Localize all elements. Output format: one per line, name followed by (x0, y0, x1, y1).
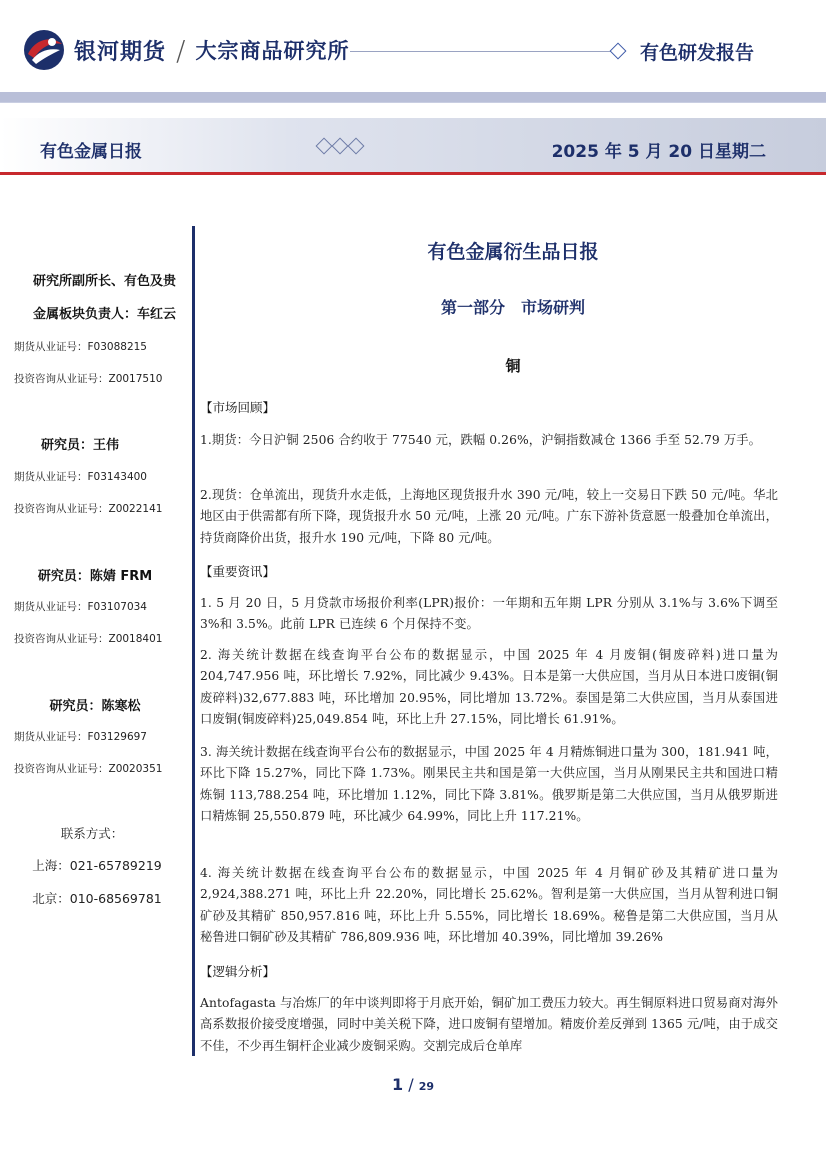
contact-beijing: 北京：010-68569781 (32, 891, 162, 906)
review-spot: 2.现货：仓单流出，现货升水走低，上海地区现货报升水 390 元/吨，较上一交易日下跌 50 元/吨。华北地区由于供需都有所下降，现货报升水 50 元/吨，上涨 20 元/吨。广东下游补货意愿一般叠加仓单流出，持货商降价出货，报升水 190 元/吨，下降 80 元/吨。 (200, 488, 778, 545)
news-item-1: 1. 5 月 20 日，5 月贷款市场报价利率(LPR)报价：一年期和五年期 LPR 分别从 3.1%与 3.6%下调至 3%和 3.5%。此前 LPR 已连续 6 个月保持不变。 (200, 596, 778, 632)
page-number (0, 1075, 826, 1094)
brand-divider: / (176, 33, 186, 67)
diamond-icon (610, 43, 627, 60)
logic-paragraph: Antofagasta 与冶炼厂的年中谈判即将于月底开始，铜矿加工费压力较大。再生铜原料进口贸易商对海外高系数报价接受度增强，同时中美关税下降，进口废铜有望增加。精废价差反弹到 1365 元/吨，由于成交不佳，不少再生铜杆企业减少废铜采购。交割完成后仓单库 (200, 996, 778, 1053)
section-heading: 铜 (505, 357, 521, 375)
lead-title-line1: 研究所副所长、有色及贵 (32, 274, 176, 289)
page-total: 29 (418, 1080, 435, 1093)
page-separator: / (408, 1075, 414, 1094)
page-current: 1 (391, 1075, 404, 1094)
brand-name: 银河期货 (74, 39, 167, 65)
tag-important-news: 【重要资讯】 (200, 564, 276, 579)
tag-market-review: 【市场回顾】 (200, 400, 276, 415)
document-title: 有色金属衍生品日报 (427, 241, 599, 263)
researcher-1-advisory-license: 投资咨询从业证号：Z0022141 (14, 503, 163, 515)
researcher-1-name: 研究员：王伟 (40, 438, 119, 453)
tag-logic-analysis: 【逻辑分析】 (200, 964, 276, 979)
lead-advisory-license: 投资咨询从业证号：Z0017510 (14, 373, 163, 385)
report-type: 有色研发报告 (639, 42, 754, 64)
report-date: 2025 年 5 月 20 日星期二 (551, 142, 766, 162)
news-item-2: 2. 海关统计数据在线查询平台公布的数据显示，中国 2025 年 4 月废铜(铜废碎料)进口量为 204,747.956 吨，环比增长 7.92%，同比减少 9.43%。日本是第一大供应国，当月从日本进口废铜(铜废碎料)32,677.883 吨，环比增加 20.95%，同比增加 13.72%。泰国是第二大供应国，当月从泰国进口废铜(铜废碎料)25,049.854 吨，环比上升 27.15%，同比增长 61.91%。 (200, 648, 778, 727)
researcher-2-futures-license: 期货从业证号：F03107034 (14, 601, 147, 613)
researcher-2-name: 研究员：陈婧 FRM (37, 569, 153, 584)
review-futures: 1.期货：今日沪铜 2506 合约收于 77540 元，跌幅 0.26%，沪铜指数减仓 1366 手至 52.79 万手。 (200, 433, 762, 447)
header-rule (350, 51, 615, 52)
header-band (0, 92, 826, 102)
lead-futures-license: 期货从业证号：F03088215 (14, 341, 147, 353)
header-band-line (0, 102, 826, 103)
report-series: 有色金属日报 (40, 142, 142, 162)
institute-name: 大宗商品研究所 (195, 39, 350, 63)
contact-shanghai: 上海：021-65789219 (32, 858, 162, 873)
researcher-3-futures-license: 期货从业证号：F03129697 (14, 731, 147, 743)
contact-title: 联系方式： (60, 826, 124, 841)
researcher-1-futures-license: 期货从业证号：F03143400 (14, 471, 147, 483)
news-item-3: 3. 海关统计数据在线查询平台公布的数据显示，中国 2025 年 4 月精炼铜进口量为 300，181.941 吨，环比下降 15.27%，同比下降 1.73%。刚果民主共和国是第一大供应国，当月从刚果民主共和国进口精炼铜 113,788.254 吨，环比增加 1.12%，同比下降 3.81%。俄罗斯是第二大供应国，当月从俄罗斯进口精炼铜 25,550.879 吨，环比减少 64.99%，同比上升 117.21%。 (200, 745, 778, 824)
sidebar-divider (192, 226, 195, 1056)
brand-logo (22, 28, 349, 72)
title-bar-accent (0, 172, 826, 175)
galaxy-logo-icon (22, 28, 66, 72)
researcher-3-name: 研究员：陈寒松 (49, 699, 141, 714)
news-item-4: 4. 海关统计数据在线查询平台公布的数据显示，中国 2025 年 4 月铜矿砂及其精矿进口量为 2,924,388.271 吨，环比上升 22.20%，同比增长 25.62%。智利是第一大供应国，当月从智利进口铜矿砂及其精矿 850,957.816 吨，环比上升 5.55%，同比增长 18.69%。秘鲁是第二大供应国，当月从秘鲁进口铜矿砂及其精矿 786,809.936 吨，环比增加 40.39%，同比增加 39.26% (200, 866, 778, 945)
lead-title-line2: 金属板块负责人：车红云 (32, 307, 176, 322)
researcher-3-advisory-license: 投资咨询从业证号：Z0020351 (14, 763, 163, 775)
researcher-2-advisory-license: 投资咨询从业证号：Z0018401 (14, 633, 163, 645)
part-heading: 第一部分 市场研判 (440, 298, 585, 317)
